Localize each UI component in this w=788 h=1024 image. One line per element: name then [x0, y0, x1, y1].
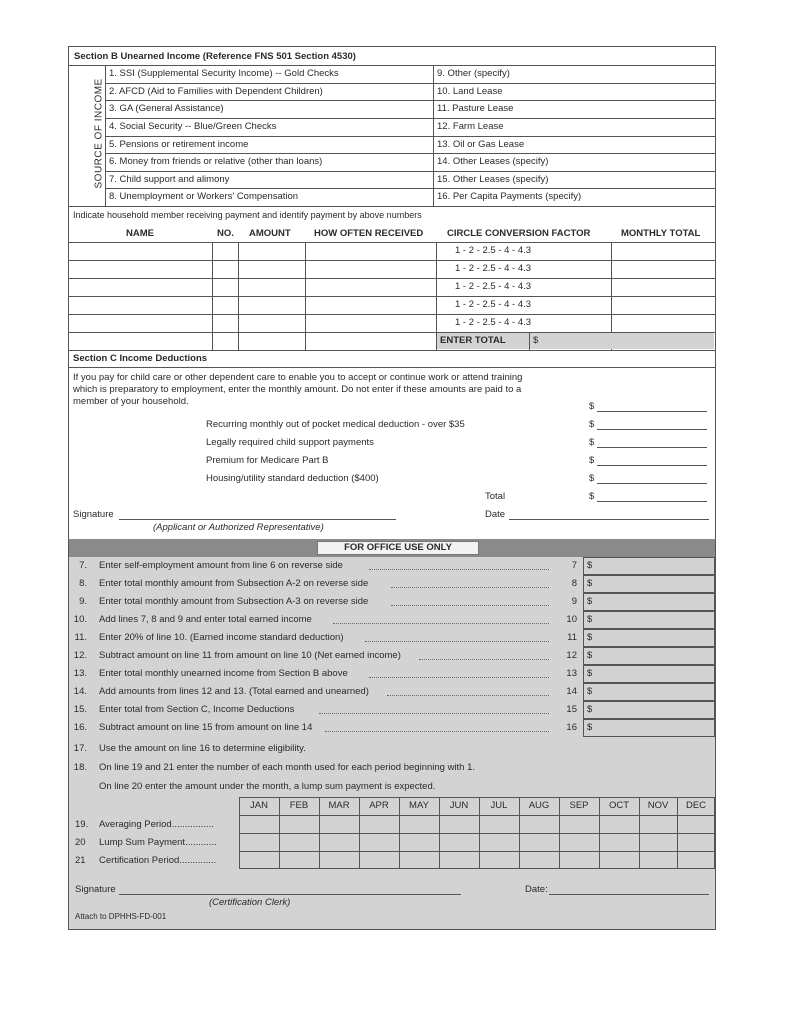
- office-line-11-box-num: 11: [567, 632, 577, 643]
- conversion-factor-4[interactable]: 1 - 2 - 2.5 - 4 - 4.3: [455, 299, 532, 310]
- office-line-8-input[interactable]: [583, 575, 715, 593]
- month-nov: NOV: [647, 800, 669, 811]
- deduction-medical-dollar: $: [589, 419, 595, 430]
- month-jun: JUN: [449, 800, 469, 811]
- income-source-15: 15. Other Leases (specify): [437, 174, 549, 185]
- month-feb: FEB: [289, 800, 309, 811]
- office-line-9-box-num: 9: [571, 596, 577, 607]
- dollar-sign: $: [587, 578, 593, 589]
- income-source-8: 8. Unemployment or Workers' Compensation: [109, 191, 299, 202]
- clerk-signature-label: Signature: [75, 884, 116, 895]
- lump-sum-inputs[interactable]: [240, 834, 714, 850]
- section-b-title: Section B Unearned Income (Reference FNS 501 Section 4530): [74, 51, 356, 62]
- office-line-8-text: Enter total monthly amount from Subsection A-2 on reverse side: [99, 578, 369, 589]
- attach-note: Attach to DPHHS-FD-001: [75, 912, 167, 921]
- income-source-3: 3. GA (General Assistance): [109, 103, 224, 114]
- dependent-care-dollar: $: [589, 401, 595, 412]
- office-line-8-box-num: 8: [571, 578, 577, 589]
- applicant-date-label: Date: [485, 509, 506, 520]
- dependent-care-input[interactable]: [597, 411, 707, 412]
- averaging-period-num: 19.: [75, 819, 89, 830]
- office-line-16-num: 16.: [73, 722, 87, 733]
- office-line-13-box-num: 13: [566, 668, 577, 679]
- applicant-signature-input[interactable]: [119, 519, 396, 520]
- enter-total-label: ENTER TOTAL: [440, 335, 506, 346]
- office-line-12-text: Subtract amount on line 11 from amount on line 10 (Net earned income): [99, 650, 401, 661]
- dollar-sign: $: [587, 632, 593, 643]
- income-source-14: 14. Other Leases (specify): [437, 156, 549, 167]
- income-source-7: 7. Child support and alimony: [109, 174, 230, 185]
- conversion-factor-1[interactable]: 1 - 2 - 2.5 - 4 - 4.3: [455, 245, 532, 256]
- certification-period-num: 21: [75, 855, 86, 866]
- col-header-how-often: HOW OFTEN RECEIVED: [314, 228, 424, 239]
- averaging-period-label: Averaging Period................: [99, 819, 214, 830]
- month-apr: APR: [369, 800, 389, 811]
- income-source-1: 1. SSI (Supplemental Security Income) -- Gold Checks: [109, 68, 339, 79]
- lump-sum-num: 20: [75, 837, 86, 848]
- office-line-12-num: 12.: [73, 650, 87, 661]
- office-line-9-text: Enter total monthly amount from Subsection A-3 on reverse side: [99, 596, 369, 607]
- enter-total-dollar: $: [533, 335, 539, 346]
- deduction-medicare-dollar: $: [589, 455, 595, 466]
- deductions-total-dollar: $: [589, 491, 595, 502]
- form-page: [68, 46, 716, 930]
- section-c-intro-3: member of your household.: [73, 396, 189, 407]
- month-jul: JUL: [490, 800, 508, 811]
- applicant-signature-label: Signature: [73, 509, 114, 520]
- income-source-10: 10. Land Lease: [437, 86, 503, 97]
- dollar-sign: $: [587, 704, 593, 715]
- month-mar: MAR: [328, 800, 350, 811]
- clerk-signature-input[interactable]: [119, 894, 461, 895]
- office-line-13-input[interactable]: [583, 665, 715, 683]
- office-line-18-note: On line 20 enter the amount under the month, a lump sum payment is expected.: [99, 781, 436, 792]
- income-source-16: 16. Per Capita Payments (specify): [437, 191, 582, 202]
- deduction-housing-label: Housing/utility standard deduction ($400): [206, 473, 379, 484]
- office-line-10-input[interactable]: [583, 611, 715, 629]
- conversion-factor-5[interactable]: 1 - 2 - 2.5 - 4 - 4.3: [455, 317, 532, 328]
- month-oct: OCT: [608, 800, 630, 811]
- name-input-1[interactable]: [70, 243, 211, 259]
- col-header-name: NAME: [126, 228, 154, 239]
- deductions-total-input[interactable]: [597, 501, 707, 502]
- clerk-signature-caption: (Certification Clerk): [209, 897, 291, 908]
- income-source-11: 11. Pasture Lease: [437, 103, 514, 114]
- dollar-sign: $: [587, 722, 593, 733]
- office-line-15-num: 15.: [73, 704, 87, 715]
- deduction-medicare-input[interactable]: [597, 465, 707, 466]
- income-source-13: 13. Oil or Gas Lease: [437, 139, 525, 150]
- certification-period-inputs[interactable]: [240, 852, 714, 868]
- office-line-12-box-num: 12: [566, 650, 577, 661]
- section-c-title: Section C Income Deductions: [73, 353, 208, 364]
- dollar-sign: $: [587, 650, 593, 661]
- office-line-14-text: Add amounts from lines 12 and 13. (Total earned and unearned): [99, 686, 369, 697]
- source-of-income-label: SOURCE OF INCOME: [93, 78, 105, 189]
- month-aug: AUG: [528, 800, 550, 811]
- income-source-9: 9. Other (specify): [437, 68, 510, 79]
- income-source-4: 4. Social Security -- Blue/Green Checks: [109, 121, 277, 132]
- office-line-7-num: 7.: [79, 560, 87, 571]
- month-sep: SEP: [569, 800, 589, 811]
- clerk-date-input[interactable]: [549, 894, 709, 895]
- col-header-monthly-total: MONTHLY TOTAL: [621, 228, 701, 239]
- office-line-17-num: 17.: [73, 743, 87, 754]
- office-line-11-text: Enter 20% of line 10. (Earned income standard deduction): [99, 632, 344, 643]
- month-jan: JAN: [250, 800, 268, 811]
- col-header-no: NO.: [217, 228, 234, 239]
- dollar-sign: $: [587, 686, 593, 697]
- office-line-16-box-num: 16: [566, 722, 577, 733]
- income-source-12: 12. Farm Lease: [437, 121, 504, 132]
- office-line-11-num: 11.: [74, 632, 87, 643]
- deduction-medical-input[interactable]: [597, 429, 707, 430]
- office-line-10-box-num: 10: [566, 614, 577, 625]
- dollar-sign: $: [587, 596, 593, 607]
- deduction-medical-label: Recurring monthly out of pocket medical deduction - over $35: [206, 419, 465, 430]
- deductions-total-label: Total: [485, 491, 506, 502]
- enter-total-input[interactable]: [541, 333, 609, 349]
- name-input-3[interactable]: [70, 279, 211, 295]
- office-line-14-box-num: 14: [566, 686, 577, 697]
- office-line-18-text: On line 19 and 21 enter the number of each month used for each period beginning with 1.: [99, 762, 476, 773]
- office-line-17-text: Use the amount on line 16 to determine eligibility.: [99, 743, 306, 754]
- office-line-9-input[interactable]: [583, 593, 715, 611]
- name-input-5[interactable]: [70, 315, 211, 331]
- office-line-14-num: 14.: [73, 686, 87, 697]
- income-source-6: 6. Money from friends or relative (other than loans): [109, 156, 323, 167]
- office-use-banner: FOR OFFICE USE ONLY: [344, 542, 452, 553]
- office-line-9-num: 9.: [79, 596, 87, 607]
- office-line-15-text: Enter total from Section C, Income Deductions: [99, 704, 295, 715]
- office-line-11-input[interactable]: [583, 629, 715, 647]
- office-line-13-num: 13.: [73, 668, 87, 679]
- dollar-sign: $: [587, 560, 593, 571]
- office-line-10-text: Add lines 7, 8 and 9 and enter total earned income: [99, 614, 312, 625]
- office-line-7-input[interactable]: [583, 557, 715, 575]
- deduction-housing-dollar: $: [589, 473, 595, 484]
- office-line-16-input[interactable]: [583, 719, 715, 737]
- clerk-date-label: Date:: [525, 884, 548, 895]
- deduction-child-support-label: Legally required child support payments: [206, 437, 374, 448]
- conversion-factor-2[interactable]: 1 - 2 - 2.5 - 4 - 4.3: [455, 263, 532, 274]
- applicant-date-input[interactable]: [509, 519, 709, 520]
- averaging-period-inputs[interactable]: [240, 816, 714, 832]
- office-line-12-input[interactable]: [583, 647, 715, 665]
- office-line-15-box-num: 15: [566, 704, 577, 715]
- applicant-signature-caption: (Applicant or Authorized Representative): [153, 522, 324, 533]
- deduction-housing-input[interactable]: [597, 483, 707, 484]
- income-source-5: 5. Pensions or retirement income: [109, 139, 249, 150]
- section-c-intro-2: which is preparatory to employment, enter the monthly amount. Do not enter if these amounts are paid to a: [73, 384, 522, 395]
- office-line-14-input[interactable]: [583, 683, 715, 701]
- dollar-sign: $: [587, 614, 593, 625]
- lump-sum-label: Lump Sum Payment............: [99, 837, 217, 848]
- office-line-8-num: 8.: [79, 578, 87, 589]
- certification-period-label: Certification Period..............: [99, 855, 217, 866]
- office-line-18-num: 18.: [73, 762, 87, 773]
- income-source-2: 2. AFCD (Aid to Families with Dependent Children): [109, 86, 323, 97]
- section-b-instruction: Indicate household member receiving payment and identify payment by above numbers: [73, 210, 422, 220]
- deduction-child-support-input[interactable]: [597, 447, 707, 448]
- month-may: MAY: [409, 800, 429, 811]
- month-dec: DEC: [685, 800, 707, 811]
- name-input-2[interactable]: [70, 261, 211, 277]
- deduction-medicare-label: Premium for Medicare Part B: [206, 455, 329, 466]
- office-line-7-text: Enter self-employment amount from line 6 on reverse side: [99, 560, 343, 571]
- name-input-4[interactable]: [70, 297, 211, 313]
- office-line-15-input[interactable]: [583, 701, 715, 719]
- dollar-sign: $: [587, 668, 593, 679]
- deduction-child-support-dollar: $: [589, 437, 595, 448]
- office-line-16-text: Subtract amount on line 15 from amount on line 14: [99, 722, 313, 733]
- conversion-factor-3[interactable]: 1 - 2 - 2.5 - 4 - 4.3: [455, 281, 532, 292]
- col-header-conversion: CIRCLE CONVERSION FACTOR: [447, 228, 591, 239]
- office-line-13-text: Enter total monthly unearned income from Section B above: [99, 668, 348, 679]
- office-line-7-box-num: 7: [571, 560, 577, 571]
- office-line-10-num: 10.: [73, 614, 87, 625]
- section-c-intro-1: If you pay for child care or other dependent care to enable you to accept or continue work or attend training: [73, 372, 523, 383]
- col-header-amount: AMOUNT: [249, 228, 291, 239]
